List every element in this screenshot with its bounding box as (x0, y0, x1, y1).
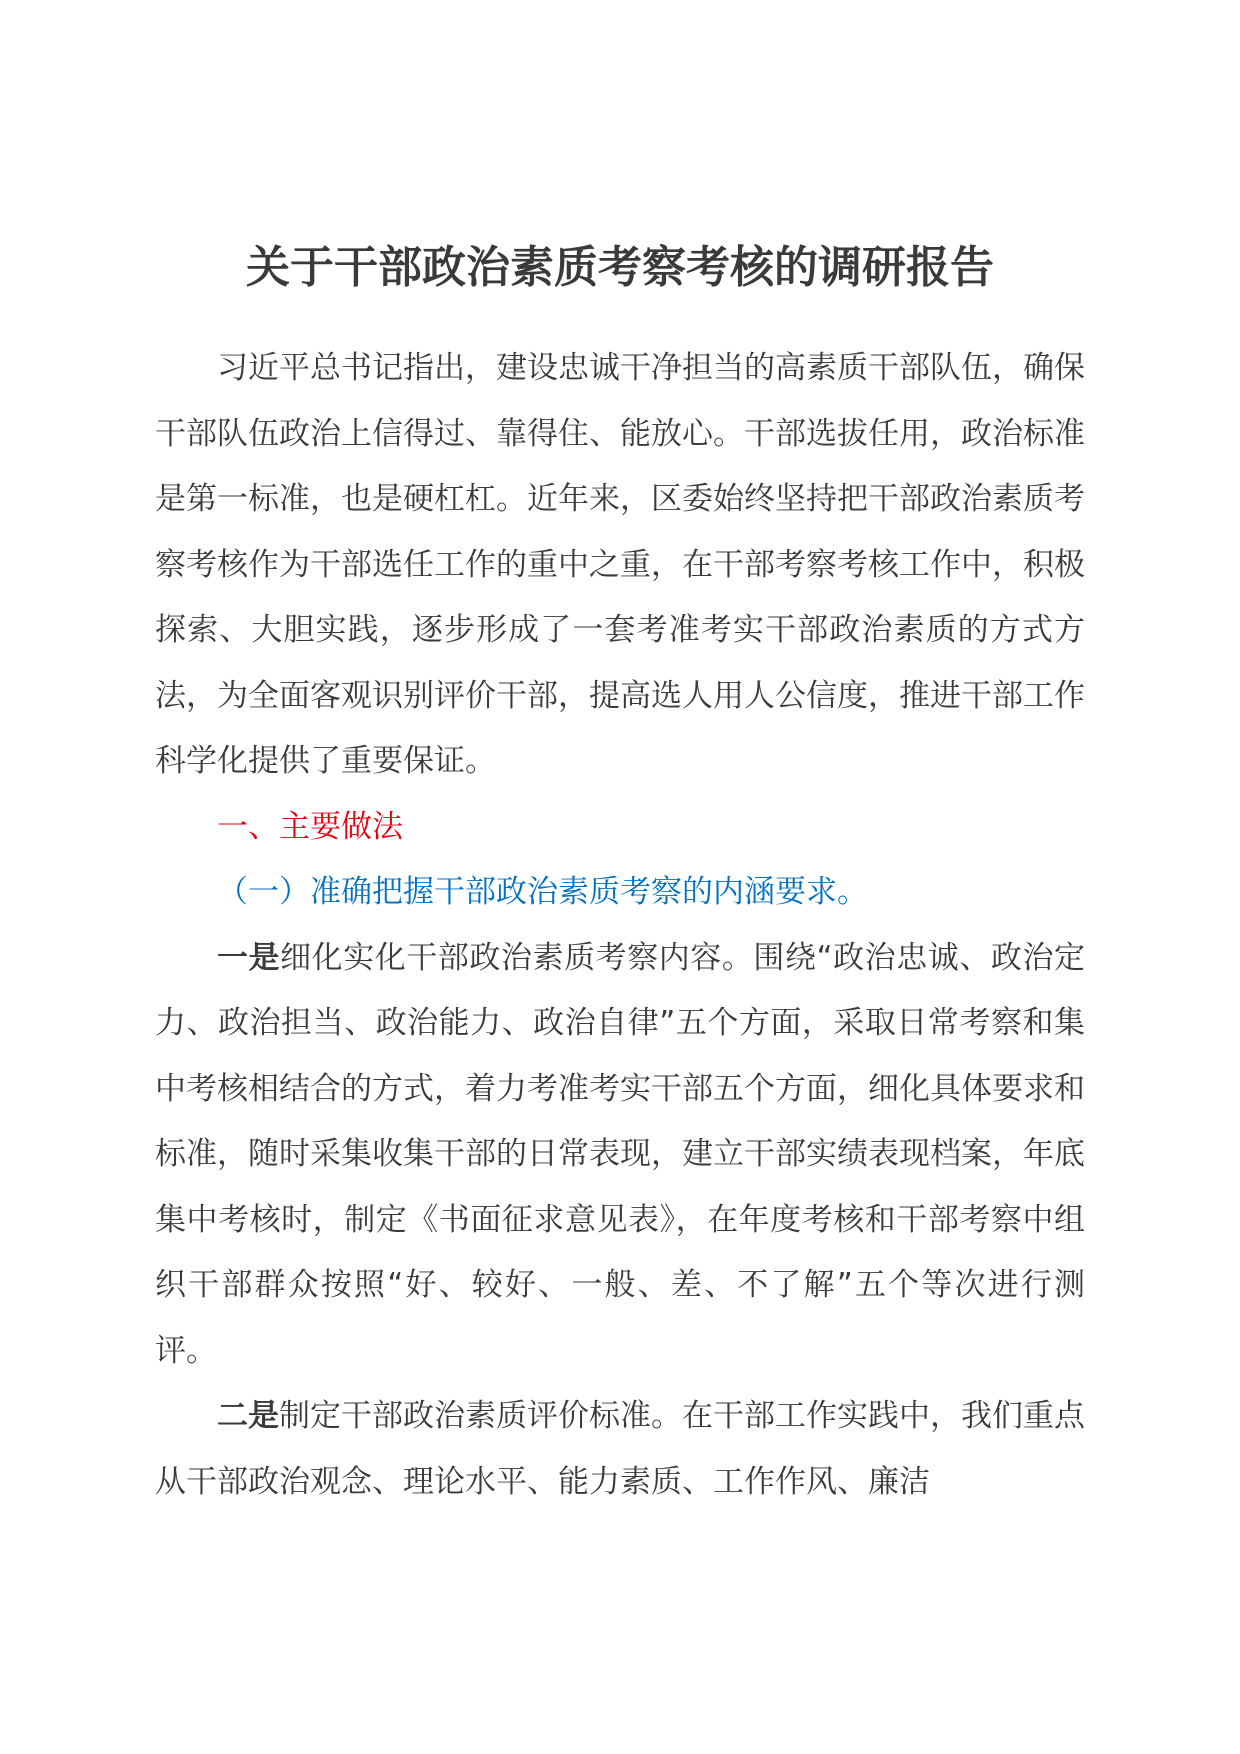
point-paragraph-2 (155, 1384, 1085, 1515)
document-body (155, 336, 1085, 1515)
point-text-2: 制定干部政治素质评价标准。在干部工作实践中，我们重点从干部政治观念、理论水平、能力素质、工作作风、廉洁 (155, 1398, 1085, 1500)
document-title: 关于干部政治素质考察考核的调研报告 (246, 242, 994, 293)
point-paragraph-1 (155, 926, 1085, 1385)
subsection-heading: （一）准确把握干部政治素质考察的内涵要求。 (217, 874, 868, 910)
intro-paragraph: 习近平总书记指出，建设忠诚干净担当的高素质干部队伍，确保干部队伍政治上信得过、靠得住、能放心。干部选拔任用，政治标准是第一标准，也是硬杠杠。近年来，区委始终坚持把干部政治素质考察考核作为干部选任工作的重中之重，在干部考察考核工作中，积极探索、大胆实践，逐步形成了一套考准考实干部政治素质的方式方法，为全面客观识别评价干部，提高选人用人公信度，推进干部工作科学化提供了重要保证。 (155, 350, 1085, 779)
point-lead-1: 一是 (217, 939, 281, 976)
point-lead-2: 二是 (217, 1398, 279, 1434)
section-heading: 一、主要做法 (217, 808, 403, 845)
point-text-1: 细化实化干部政治素质考察内容。围绕“政治忠诚、政治定力、政治担当、政治能力、政治自律”五个方面，采取日常考察和集中考核相结合的方式，着力考准考实干部五个方面，细化具体要求和标准，随时采集收集干部的日常表现，建立干部实绩表现档案，年底集中考核时，制定《书面征求意见表》，在年度考核和干部考察中组织干部群众按照“好、较好、一般、差、不了解”五个等次进行测评。 (155, 939, 1085, 1369)
